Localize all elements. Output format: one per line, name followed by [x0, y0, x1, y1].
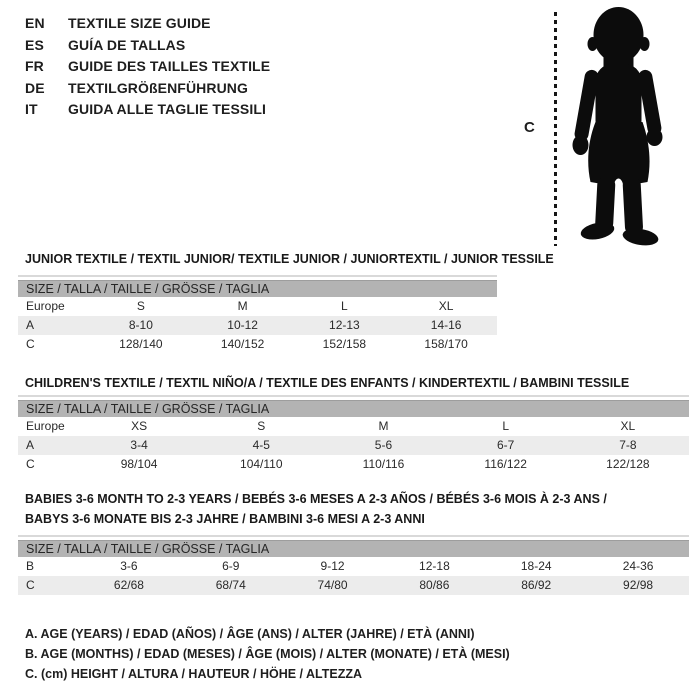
row-label: C: [26, 457, 35, 471]
size-cell: 9-12: [320, 559, 345, 573]
legend-line-b: B. AGE (MONTHS) / EDAD (MESES) / ÂGE (MOIS) / ALTER (MONATE) / ETÀ (MESI): [25, 647, 510, 661]
size-cell: 92/98: [587, 576, 689, 595]
row-label: A: [18, 436, 78, 455]
size-cell: L: [502, 419, 509, 433]
guide-title: GUÍA DE TALLAS: [68, 36, 186, 53]
junior-section-title: JUNIOR TEXTILE / TEXTIL JUNIOR/ TEXTILE JUNIOR / JUNIORTEXTIL / JUNIOR TESSILE: [25, 252, 554, 266]
language-code: FR: [25, 58, 44, 74]
size-cell: 12-13: [294, 316, 396, 335]
table-row-age: [18, 316, 497, 335]
guide-title: TEXTILE SIZE GUIDE: [68, 15, 211, 31]
size-cell: XL: [620, 419, 636, 433]
babies-section-title: [25, 489, 607, 529]
size-cell: L: [341, 299, 348, 313]
size-cell: 110/116: [362, 457, 405, 471]
size-cell: 7-8: [567, 436, 689, 455]
table-row-age: [18, 436, 689, 455]
size-cell: 80/86: [383, 576, 485, 595]
size-cell: 62/68: [78, 576, 180, 595]
legend-line-a: A. AGE (YEARS) / EDAD (AÑOS) / ÂGE (ANS) / ALTER (JAHRE) / ETÀ (ANNI): [25, 627, 475, 641]
size-cell: 68/74: [180, 576, 282, 595]
table-header-label: SIZE / TALLA / TAILLE / GRÖSSE / TAGLIA: [18, 281, 497, 297]
language-code: EN: [25, 15, 45, 31]
size-cell: 6-9: [222, 559, 240, 573]
row-label: A: [18, 316, 90, 335]
language-row: [25, 78, 270, 100]
language-code: DE: [25, 79, 45, 96]
row-label: C: [26, 337, 35, 351]
language-row: [25, 13, 270, 35]
size-cell: 116/122: [484, 457, 527, 471]
size-cell: 104/110: [240, 457, 283, 471]
language-row: [25, 99, 270, 121]
junior-size-table: [18, 275, 497, 354]
table-header-label: SIZE / TALLA / TAILLE / GRÖSSE / TAGLIA: [18, 401, 689, 417]
size-cell: XL: [438, 299, 454, 313]
size-cell: 86/92: [485, 576, 587, 595]
size-cell: 158/170: [424, 337, 468, 351]
height-dashed-line: [554, 12, 557, 246]
babies-title-line1: BABIES 3-6 MONTH TO 2-3 YEARS / BEBÉS 3-6 MESES A 2-3 AÑOS / BÉBÉS 3-6 MOIS À 2-3 ANS /: [25, 492, 607, 506]
row-label: Europe: [26, 299, 65, 313]
size-cell: 98/104: [120, 457, 158, 471]
table-header-label: SIZE / TALLA / TAILLE / GRÖSSE / TAGLIA: [18, 541, 689, 557]
size-cell: 18-24: [520, 559, 552, 573]
size-cell: 74/80: [282, 576, 384, 595]
legend-line-c: C. (cm) HEIGHT / ALTURA / HAUTEUR / HÖHE / ALTEZZA: [25, 667, 363, 681]
size-cell: M: [378, 419, 389, 433]
height-measure-label: C: [524, 119, 535, 136]
toddler-silhouette-image: [560, 4, 678, 247]
table-row-height: [18, 455, 689, 474]
size-cell: M: [237, 299, 248, 313]
table-header-row: [18, 281, 497, 297]
size-cell: 14-16: [395, 316, 497, 335]
language-title-list: [25, 13, 270, 121]
size-cell: 12-18: [419, 559, 450, 573]
table-header-row: [18, 401, 689, 417]
babies-size-table: [18, 535, 689, 595]
table-header-row: [18, 541, 689, 557]
size-cell: 5-6: [322, 436, 444, 455]
size-cell: 10-12: [192, 316, 294, 335]
size-cell: 3-6: [120, 559, 138, 573]
table-row-age-months: [18, 557, 689, 576]
size-cell: 128/140: [119, 337, 163, 351]
guide-title: GUIDE DES TAILLES TEXTILE: [68, 58, 271, 74]
language-code: IT: [25, 101, 38, 117]
size-cell: 6-7: [445, 436, 567, 455]
size-cell: 152/158: [322, 337, 367, 351]
size-cell: XS: [131, 419, 148, 433]
size-cell: S: [136, 299, 145, 313]
guide-title: GUIDA ALLE TAGLIE TESSILI: [68, 101, 266, 117]
table-row-height: [18, 576, 689, 595]
size-cell: 140/152: [220, 337, 265, 351]
children-size-table: [18, 395, 689, 474]
row-label: Europe: [26, 419, 65, 433]
size-cell: S: [257, 419, 266, 433]
babies-title-line2: BABYS 3-6 MONATE BIS 2-3 JAHRE / BAMBINI 3-6 MESI A 2-3 ANNI: [25, 512, 425, 526]
table-row-europe: [18, 417, 689, 436]
language-row: [25, 35, 270, 57]
language-row: [25, 56, 270, 78]
table-row-europe: [18, 297, 497, 316]
row-label: B: [26, 559, 35, 573]
size-cell: 8-10: [90, 316, 192, 335]
row-label: C: [18, 576, 78, 595]
size-cell: 3-4: [78, 436, 200, 455]
children-section-title: CHILDREN'S TEXTILE / TEXTIL NIÑO/A / TEXTILE DES ENFANTS / KINDERTEXTIL / BAMBINI TESSILE: [25, 376, 630, 390]
table-row-height: [18, 335, 497, 354]
language-code: ES: [25, 36, 44, 53]
guide-title: TEXTILGRÖßENFÜHRUNG: [68, 79, 249, 96]
size-cell: 24-36: [622, 559, 654, 573]
measurement-legend: [25, 624, 510, 684]
size-cell: 4-5: [200, 436, 322, 455]
size-cell: 122/128: [606, 457, 650, 471]
